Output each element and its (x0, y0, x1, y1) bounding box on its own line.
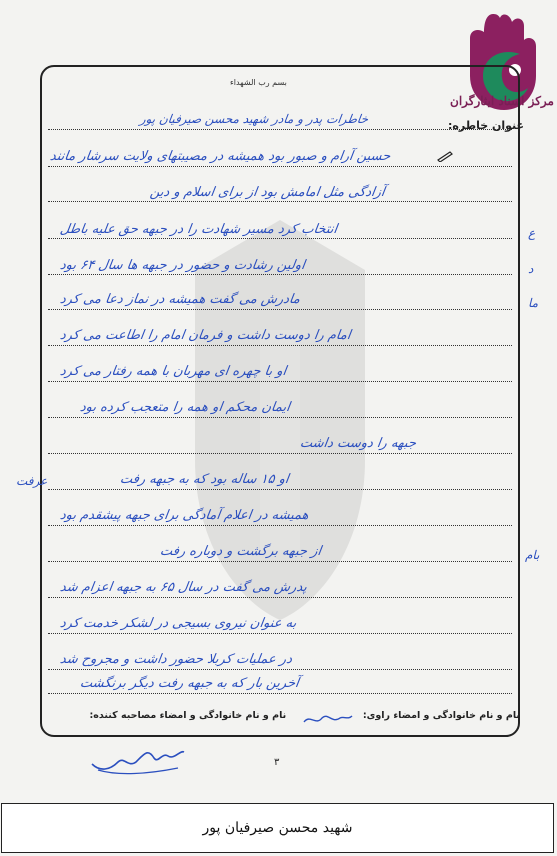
memoir-line: ایمان محکم او همه را متعجب کرده بود (78, 400, 291, 415)
memoir-line: در عملیات کربلا حضور داشت و مجروح شد (58, 652, 294, 667)
interviewer-signature (300, 708, 355, 730)
memoir-line: همیشه در اعلام آمادگی برای جبهه پیشقدم بود (58, 508, 310, 523)
memoir-line: اولین رشادت و حضور در جبهه ها سال ۶۴ بود (58, 258, 306, 273)
logo-text: مرکز اسناد ایثارگران (450, 94, 554, 108)
memoir-title-label: عنوان خاطره: (448, 119, 525, 132)
memoir-line: از جبهه برگشت و دوباره رفت (158, 544, 323, 559)
margin-note: ع (528, 226, 536, 240)
margin-note: د (528, 262, 534, 276)
margin-note: عرفت (16, 474, 48, 488)
pencil-icon (436, 150, 454, 162)
memoir-line: حسین آرام و صبور بود همیشه در مصیبتهای ولایت سرشار مانند (48, 149, 392, 164)
memoir-line: پدرش می گفت در سال ۶۵ به جبهه اعزام شد (58, 580, 308, 595)
page-number: ۳ (274, 757, 280, 768)
narrator-label: نام و نام خانوادگی و امضاء راوی: (362, 710, 520, 721)
memoir-line: جبهه را دوست داشت (298, 436, 418, 451)
memoir-line: به عنوان نیروی بسیجی در لشکر خدمت کرد (58, 616, 298, 631)
memoir-line: مادرش می گفت همیشه در نماز دعا می کرد (58, 292, 302, 307)
memoir-line: آخرین بار که به جبهه رفت دیگر برنگشت (78, 676, 300, 691)
margin-note: بام (525, 548, 540, 562)
memoir-line: امام را دوست داشت و فرمان امام را اطاعت می کرد (58, 328, 352, 343)
caption-box (1, 803, 554, 853)
memoir-line: او با چهره ای مهربان با همه رفتار می کرد (58, 364, 288, 379)
memoir-line: آزادگی مثل امامش بود از برای اسلام و دین (148, 185, 386, 200)
memoir-line: انتخاب کرد مسیر شهادت را در جبهه حق علیه باطل (58, 222, 339, 237)
basmala-heading: بسم رب الشهداء (230, 78, 287, 87)
caption-text: شهید محسن صیرفیان پور (202, 820, 353, 836)
memoir-title-handwritten: خاطرات پدر و مادر شهید محسن صیرفیان پور (139, 112, 370, 126)
margin-note: ما (528, 296, 539, 310)
interviewer-label: نام و نام خانوادگی و امضاء مصاحبه کننده: (89, 710, 287, 721)
memoir-line: او ۱۵ ساله بود که به جبهه رفت (118, 472, 290, 487)
narrator-signature (88, 742, 188, 778)
